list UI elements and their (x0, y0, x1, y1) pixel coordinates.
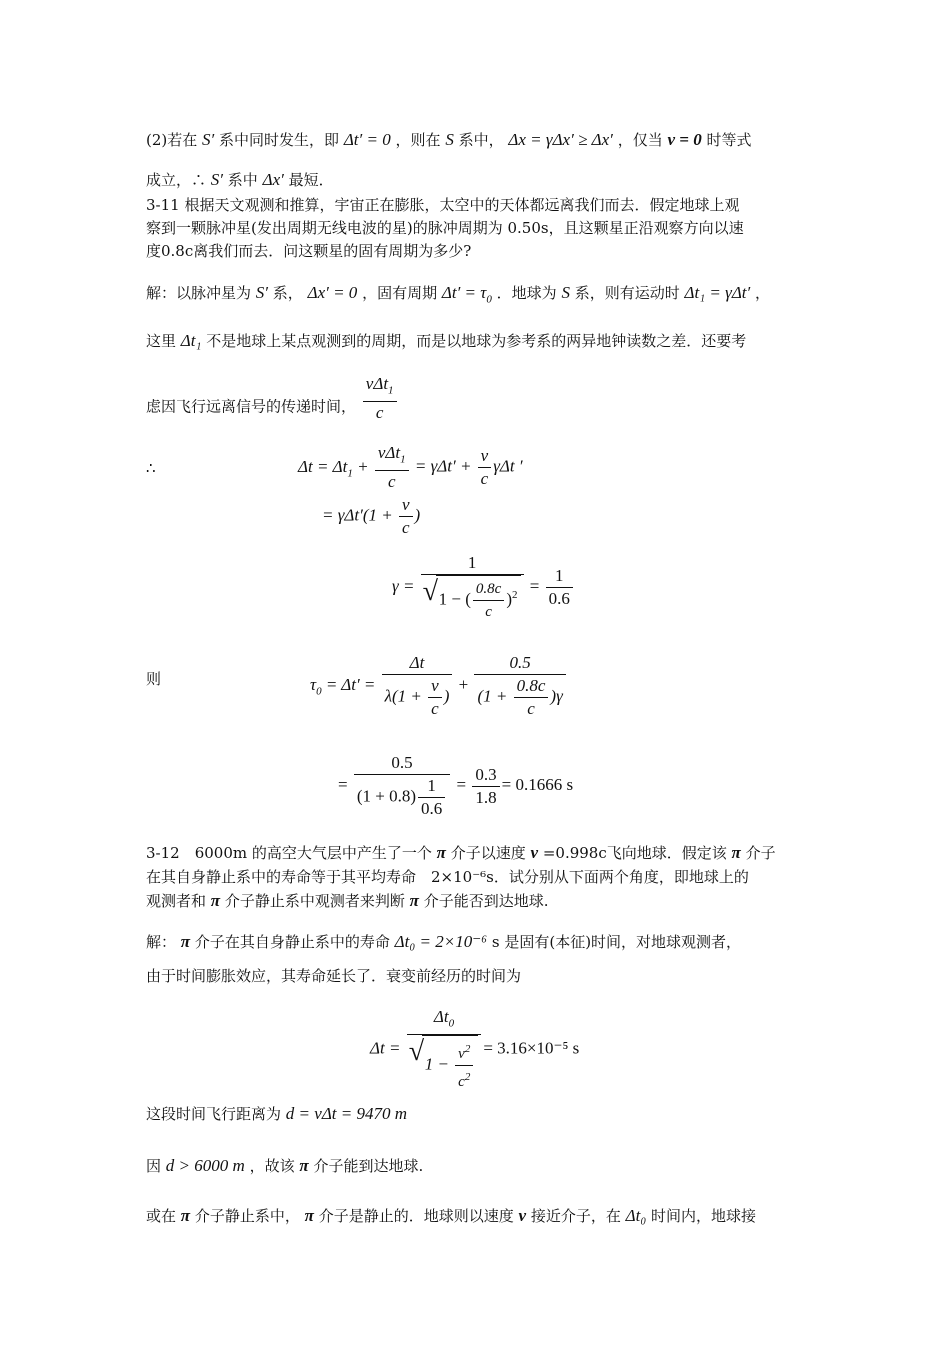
math: v (530, 843, 539, 862)
equation-tau: $\tau_0 = \Delta t'$ = Δt λ(1 + $\frac{v}{c}$ ) + 0.5 (1 + $\frac{0.8c}{c}$ )γ (310, 652, 568, 720)
solution-3-12-line-1 (146, 932, 741, 952)
text: 不是地球上某点观测到的周期，而是以地球为参考系的两异地钟读数之差．还要考 (206, 332, 747, 350)
text: ．地球为 (496, 284, 557, 302)
equation-2: = γΔt′(1 + $\frac{v}{c}$ ) (322, 495, 421, 537)
solution-3-11-line-2 (146, 331, 746, 351)
math: Δx′ = 0 (307, 283, 358, 302)
text: 虑因飞行远离信号的传递时间， (146, 397, 357, 416)
math: π (304, 1206, 314, 1225)
question-3-12-line-3 (146, 891, 549, 911)
text: ，固有周期 (362, 284, 438, 302)
text: 观测者和 (146, 892, 207, 910)
text: ，故该 (249, 1157, 295, 1175)
then-label (146, 669, 161, 689)
math: v (518, 1206, 527, 1225)
solution-3-12-line-2 (146, 966, 521, 986)
math: S′ (210, 170, 224, 189)
text: 系，则有运动时 (574, 284, 680, 302)
solution-3-12-line-3 (146, 1104, 407, 1124)
math: π (210, 891, 221, 910)
math: π (299, 1156, 309, 1175)
math: $\Delta t' = \tau_0$ (441, 283, 492, 306)
solution-3-11-line-3 (146, 374, 399, 424)
math: π (409, 891, 419, 910)
text: 最短． (288, 171, 334, 189)
math: Δt₀ (625, 1206, 647, 1225)
math: Δx = γΔx′ ≥ Δx′ (508, 130, 613, 149)
text: 时间内，地球接 (651, 1207, 757, 1225)
text: 3-11 根据天文观测和推算，宇宙正在膨胀，太空中的天体都远离我们而去．假定地球上观 (146, 196, 740, 214)
text: 介子能否到达地球. (423, 892, 549, 910)
question-3-11-line-2 (146, 218, 744, 238)
equation-dilation: Δt = $\Delta t_0$ √ 1 − $\frac{v^2}{c^2}$ = 3.16×10⁻⁵ s (370, 1006, 579, 1093)
math: Δt₀ = 2×10⁻⁶ (394, 932, 488, 951)
text: 系中， (458, 131, 504, 149)
text: 解：以脉冲星为 (146, 284, 252, 302)
math: Δt′ = 0 (343, 130, 391, 149)
text-line-2 (146, 170, 334, 190)
text-line-1 (146, 130, 752, 150)
text: 这段时间飞行距离为 (146, 1105, 282, 1123)
text: 在其自身静止系中的寿命等于其平均寿命 2×10⁻⁶s．试分别从下面两个角度，即地球上的 (146, 868, 749, 886)
text: (2)若在 (146, 131, 198, 149)
math: S′ (202, 130, 215, 149)
equation-1: $\Delta t = \Delta t_1$ + $\frac{v\Delta t_1}{c}$ = γΔt′ + $\frac{v}{c}$ γΔt ′ (298, 443, 523, 492)
solution-3-11-line-1: 解：以脉冲星为 S′ 系， Δx′ = 0 ，固有周期 $\Delta t' = \tau_0$ ．地球为 S 系，则有运动时 Δt₁ = γΔt′ ， (146, 283, 771, 306)
therefore-symbol (146, 458, 156, 478)
math: S (561, 283, 570, 302)
text: ，则在 (395, 131, 441, 149)
text: ，仅当 (617, 131, 663, 149)
equation-result: = 0.5 (1 + 0.8) $\frac{1}{0.6}$ = $\frac{0.3}{1.8}$ = 0.1666 s (338, 753, 574, 818)
math: d = vΔt = 9470 m (285, 1104, 408, 1123)
math: π (180, 932, 191, 951)
solution-3-12-line-5 (146, 1206, 756, 1226)
math: d > 6000 m (165, 1156, 245, 1175)
text: 系， (272, 284, 303, 302)
text: 则 (146, 670, 162, 688)
text: 系中 (227, 171, 258, 189)
text: 系中同时发生，即 (219, 131, 340, 149)
math: π (436, 843, 446, 862)
text: 因 (146, 1157, 162, 1175)
text: s 是固有(本征)时间，对地球观测者， (491, 933, 742, 951)
text: ∴ (146, 459, 156, 477)
equation-gamma: γ = 1 √ 1 − ( $\frac{0.8c}{c}$ )$^2$ = $\frac{1}{0.6}$ (392, 552, 575, 623)
question-3-12-line-1 (146, 843, 776, 863)
text: 度0.8c离我们而去．问这颗星的固有周期为多少? (146, 242, 472, 260)
text: 由于时间膨胀效应，其寿命延长了．衰变前经历的时间为 (146, 967, 522, 985)
text: 3-12 6000m 的高空大气层中产生了一个 (146, 844, 432, 862)
math: π (731, 843, 741, 862)
text: 成立，∴ (146, 171, 207, 189)
text: =0.998c飞向地球．假定该 (542, 844, 727, 862)
math: S′ (255, 283, 269, 302)
math: v = 0 (667, 130, 702, 149)
text: 介子静止系中， (194, 1207, 300, 1225)
text: 介子在其自身静止系中的寿命 (194, 933, 390, 951)
text: 这里 (146, 332, 177, 350)
text: 介子能到达地球. (313, 1157, 424, 1175)
question-3-12-line-2 (146, 867, 749, 887)
question-3-11-line-1 (146, 195, 739, 215)
text: 介子 (745, 844, 776, 862)
solution-3-12-line-4 (146, 1156, 423, 1176)
text: 介子静止系中观测者来判断 (224, 892, 405, 910)
question-3-11-line-3 (146, 241, 471, 261)
text: 察到一颗脉冲星(发出周期无线电波的星)的脉冲周期为 0.50s，且这颗星正沿观察方向以速 (146, 219, 744, 237)
math: π (180, 1206, 191, 1225)
math: Δx′ (262, 170, 284, 189)
text: 接近介子，在 (530, 1207, 621, 1225)
fraction: $\frac{v\Delta t_1}{c}$ (363, 373, 397, 424)
math: Δt₁ (180, 331, 202, 350)
math: S (445, 130, 454, 149)
text: 解： (146, 933, 177, 951)
text: 介子是静止的．地球则以速度 (318, 1207, 514, 1225)
text: 介子以速度 (450, 844, 526, 862)
text: 或在 (146, 1207, 177, 1225)
math: Δt₁ = γΔt′ (684, 283, 751, 302)
text: 时等式 (706, 131, 752, 149)
